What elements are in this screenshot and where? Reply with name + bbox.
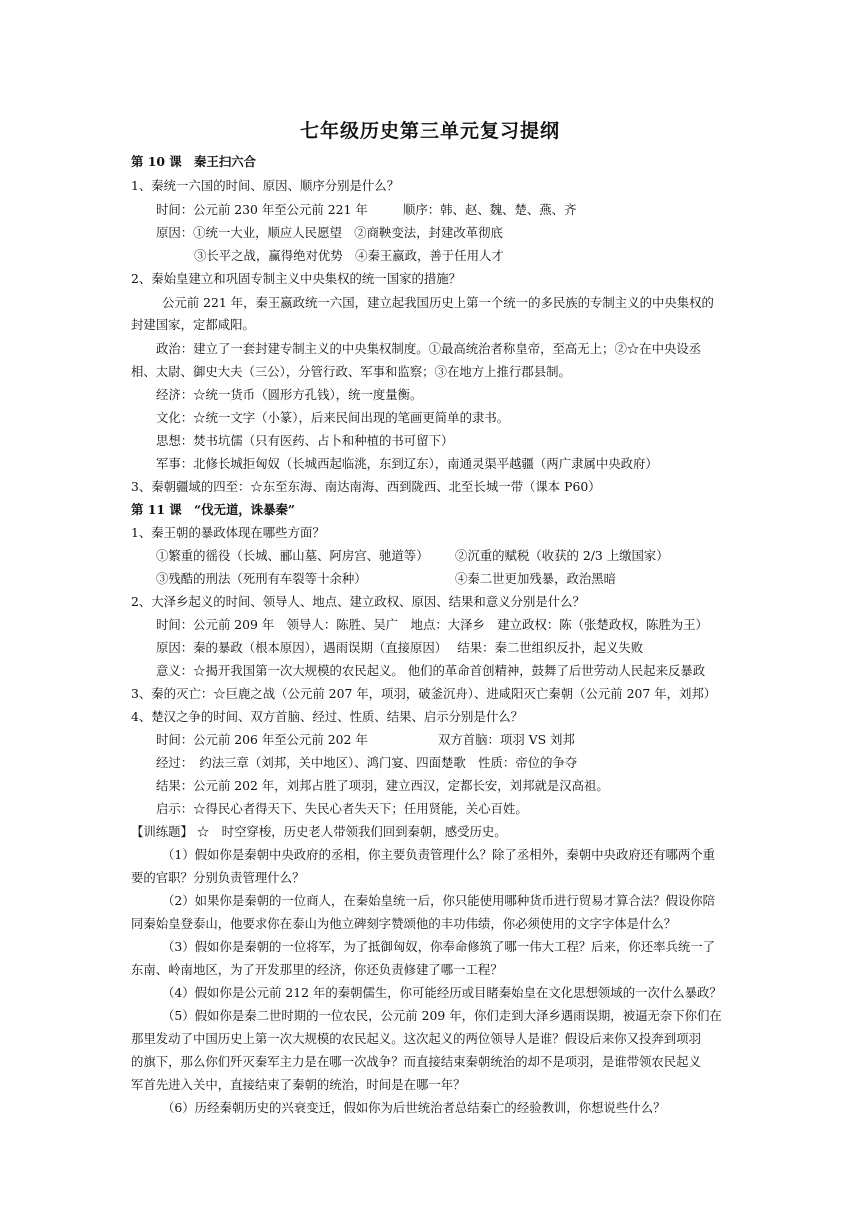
exercise-1b: 要的官职？分别负责管理什么？ [131,870,305,885]
lesson10-para-a: 公元前 221 年，秦王嬴政统一六国，建立起我国历史上第一个统一的多民族的专制主义的中央集权的 [162,295,714,310]
exercise-6: （6）历经秦朝历史的兴衰变迁，假如你为后世统治者总结秦亡的经验教训，你想说些什么？ [162,1100,666,1115]
exercise-5c: 的旗下，那么你们歼灭秦军主力是在哪一次战争？而直接结束秦朝统治的却不是项羽，是谁带领农民起义 [131,1054,701,1069]
exercise-2b: 同秦始皇登泰山，他要求你在泰山为他立碑刻字赞颂他的丰功伟绩，你必须使用的文字字体是什么？ [131,916,677,931]
lesson11-dazexiang-meaning: 意义：☆揭开我国第一次大规模的农民起义。 他们的革命首创精神，鼓舞了后世劳动人民起来反暴政 [156,663,706,678]
lesson11-tyranny-4: ④秦二世更加残暴，政治黑暗 [455,571,617,586]
exercise-heading: 【训练题】 ☆ 时空穿梭，历史老人带领我们回到秦朝，感受历史。 [131,824,507,839]
lesson11-chuhan-result: 结果：公元前 202 年，刘邦占胜了项羽，建立西汉，定都长安，刘邦就是汉高祖。 [156,778,609,793]
lesson11-dazexiang-reason: 原因：秦的暴政（根本原因），遇雨误期（直接原因） 结果：秦二世组织反扑，起义失败 [156,640,644,655]
lesson11-q4: 4、楚汉之争的时间、双方首脑、经过、性质、结果、启示分别是什么？ [131,709,523,724]
lesson10-economy: 经济：☆统一货币（圆形方孔钱），统一度量衡。 [156,387,423,402]
lesson11-tyranny-2: ②沉重的赋税（收获的 2/3 上缴国家） [455,548,669,563]
lesson10-politics-a: 政治：建立了一套封建专制主义的中央集权制度。①最高统治者称皇帝，至高无上；②☆在中央设丞 [156,341,702,356]
lesson10-para-b: 封建国家，定都咸阳。 [131,317,255,332]
lesson11-heading: 第 11 课 “伐无道，诛暴秦” [131,502,296,517]
lesson10-politics-b: 相、太尉、御史大夫（三公），分管行政、军事和监察；③在地方上推行郡县制。 [131,364,571,379]
lesson11-chuhan-time: 时间：公元前 206 年至公元前 202 年 [156,732,368,747]
lesson10-culture: 文化：☆统一文字（小篆），后来民间出现的笔画更简单的隶书。 [156,410,510,425]
lesson11-q2: 2、大泽乡起义的时间、领导人、地点、建立政权、原因、结果和意义分别是什么？ [131,594,585,609]
lesson10-q3: 3、秦朝疆域的四至：☆东至东海、南达南海、西到陇西、北至长城一带（课本 P60） [131,479,601,494]
exercise-3a: （3）假如你是秦朝的一位将军，为了抵御匈奴，你奉命修筑了哪一伟大工程？后来，你还率兵统一了 [162,939,716,954]
lesson10-thought: 思想：焚书坑儒（只有医药、占卜和种植的书可留下） [156,433,454,448]
lesson10-q1: 1、秦统一六国的时间、原因、顺序分别是什么？ [131,178,400,193]
lesson11-dazexiang-time: 时间：公元前 209 年 领导人：陈胜、吴广 地点：大泽乡 建立政权：陈（张楚政权，陈胜为王） [156,617,708,632]
lesson11-tyranny-1: ①繁重的徭役（长城、郦山墓、阿房宫、驰道等） [156,548,429,563]
exercise-2a: （2）如果你是秦朝的一位商人，在秦始皇统一后，你只能使用哪种货币进行贸易才算合法？假设你陪 [162,893,716,908]
lesson11-q3: 3、秦的灭亡：☆巨鹿之战（公元前 207 年，项羽，破釜沉舟）、进咸阳灭亡秦朝（公元前 207 年，刘邦） [131,686,717,701]
exercise-3b: 东南、岭南地区，为了开发那里的经济，你还负责修建了哪一工程？ [131,962,503,977]
lesson11-chuhan-lesson: 启示：☆得民心者得天下、失民心者失天下；任用贤能，关心百姓。 [156,801,528,816]
lesson10-reason1: 原因：①统一大业，顺应人民愿望 ②商鞅变法，封建改革彻底 [156,225,503,240]
lesson10-order: 顺序：韩、赵、魏、楚、燕、齐 [403,202,577,217]
lesson11-chuhan-process: 经过： 约法三章（刘邦，关中地区）、鸿门宴、四面楚歌 性质：帝位的争夺 [156,755,578,770]
lesson10-reason2: ③长平之战，赢得绝对优势 ④秦王嬴政，善于任用人才 [194,248,504,263]
exercise-5a: （5）假如你是秦二世时期的一位农民，公元前 209 年，你们走到大泽乡遇雨误期，被逼无奈下你们在 [162,1008,722,1023]
exercise-4: （4）假如你是公元前 212 年的秦朝儒生，你可能经历或目睹秦始皇在文化思想领域的一次什么暴政？ [162,985,722,1000]
exercise-1a: （1）假如你是秦朝中央政府的丞相，你主要负责管理什么？除了丞相外，秦朝中央政府还有哪两个重 [162,847,716,862]
lesson10-q2: 2、秦始皇建立和巩固专制主义中央集权的统一国家的措施？ [131,271,462,286]
lesson10-military: 军事：北修长城拒匈奴（长城西起临洮，东到辽东），南通灵渠平越疆（两广隶属中央政府） [156,456,658,471]
lesson11-tyranny-3: ③残酷的刑法（死刑有车裂等十余种） [156,571,367,586]
lesson10-heading: 第 10 课 秦王扫六合 [131,154,256,169]
document-title: 七年级历史第三单元复习提纲 [299,120,560,142]
lesson10-time: 时间：公元前 230 年至公元前 221 年 [156,202,368,217]
lesson11-chuhan-leaders: 双方首脑：项羽 VS 刘邦 [438,732,575,747]
exercise-5b: 那里发动了中国历史上第一次大规模的农民起义。这次起义的两位领导人是谁？假设后来你又投奔到项羽 [131,1031,701,1046]
lesson11-q1: 1、秦王朝的暴政体现在哪些方面？ [131,525,325,540]
exercise-5d: 军首先进入关中，直接结束了秦朝的统治，时间是在哪一年？ [131,1077,466,1092]
